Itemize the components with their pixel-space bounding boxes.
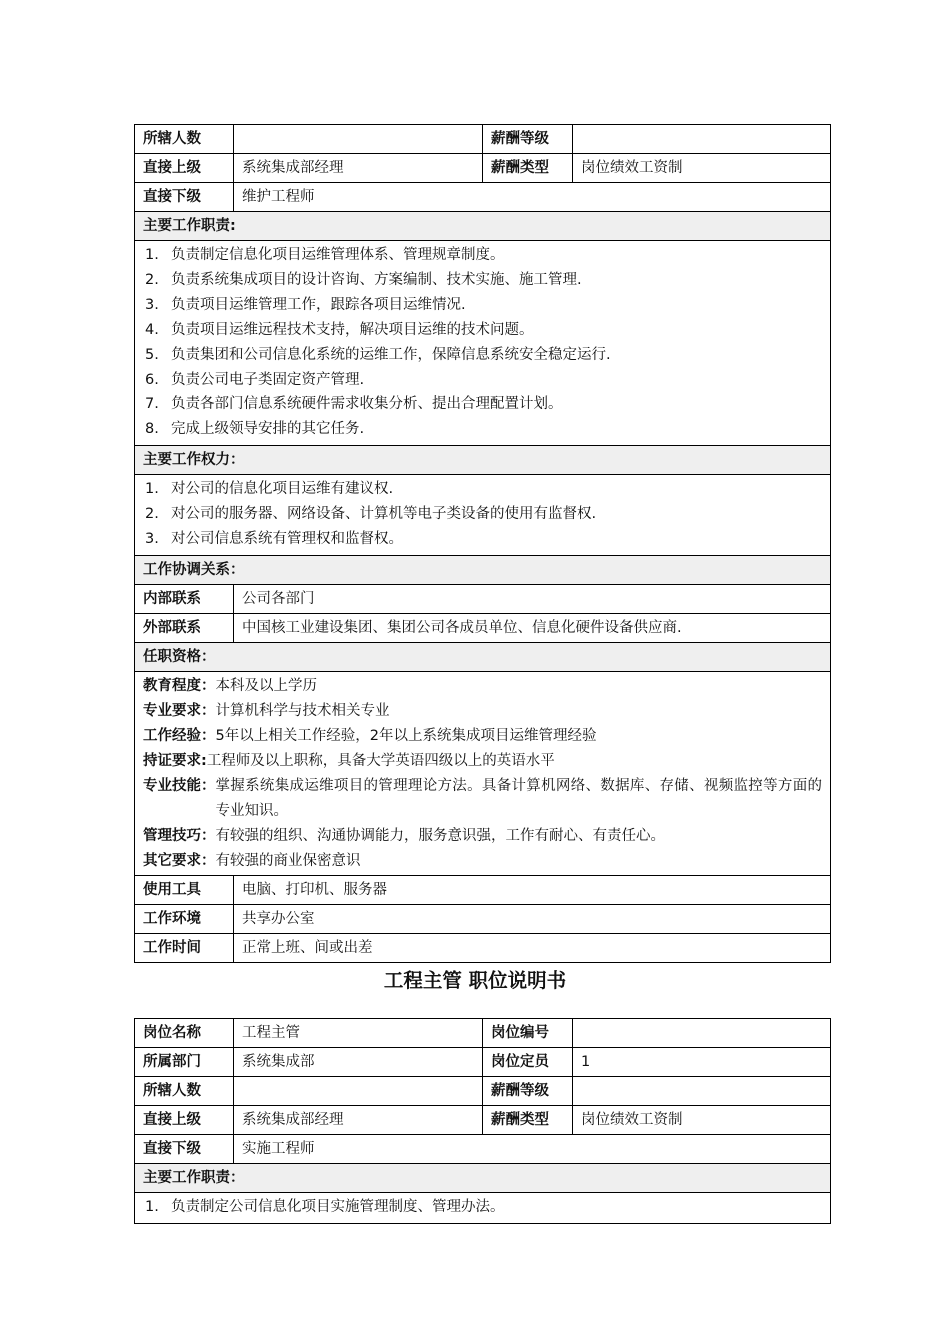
list-item: 1. 负责制定信息化项目运维管理体系、管理规章制度。: [145, 247, 505, 263]
environment-value: 共享办公室: [234, 904, 831, 933]
qualification-item: 其它要求： 有较强的商业保密意识: [143, 852, 361, 869]
list-item: 1. 对公司的信息化项目运维有建议权.: [145, 481, 394, 498]
field-value: 系统集成部经理: [234, 1106, 483, 1135]
qualification-item: 专业技能： 掌握系统集成运维项目的管理理论方法。具备计算机网络、数据库、存储、视频监控等方面的专业知识。: [143, 777, 822, 819]
table-row: [135, 933, 831, 962]
field-label: 薪酬类型: [483, 154, 573, 183]
field-value: 工程主管: [234, 1019, 483, 1048]
list-item: 1. 负责制定公司信息化项目实施管理制度、管理办法。: [145, 1199, 505, 1215]
page-title: 工程主管 职位说明书: [383, 969, 567, 992]
external-contact-label: 外部联系: [135, 613, 234, 642]
list-item: 3. 对公司信息系统有管理权和监督权。: [145, 531, 403, 548]
qualification-item: 持证要求: 工程师及以上职称，具备大学英语四级以上的英语水平: [143, 752, 555, 769]
table-row: [135, 1135, 831, 1164]
table-row: [135, 875, 831, 904]
section-header-row: [135, 212, 831, 241]
field-value: [573, 1077, 831, 1106]
table-row: [135, 904, 831, 933]
duties-row: [135, 241, 831, 446]
powers-heading: 主要工作权力：: [135, 446, 831, 475]
table-row: [135, 125, 831, 154]
field-value: 岗位绩效工资制: [573, 1106, 831, 1135]
list-item: 4. 负责项目运维远程技术支持，解决项目运维的技术问题。: [145, 321, 534, 338]
qualification-item: 专业要求： 计算机科学与技术相关专业: [143, 702, 390, 719]
duties-list: [143, 1193, 822, 1223]
duties-heading: 主要工作职责：: [135, 1164, 831, 1193]
subordinate-value: 维护工程师: [234, 183, 831, 212]
table-row: [135, 1106, 831, 1135]
list-item: 8. 完成上级领导安排的其它任务.: [145, 421, 365, 438]
external-contact-value: 中国核工业建设集团、集团公司各成员单位、信息化硬件设备供应商.: [234, 613, 831, 642]
table-row: [135, 154, 831, 183]
environment-label: 工作环境: [135, 904, 234, 933]
qualification-item: 教育程度： 本科及以上学历: [143, 677, 317, 694]
duties-cell: [135, 1193, 831, 1224]
hours-label: 工作时间: [135, 933, 234, 962]
subordinate-value: 实施工程师: [234, 1135, 831, 1164]
field-label: 岗位定员: [483, 1048, 573, 1077]
hours-value: 正常上班、间或出差: [234, 933, 831, 962]
list-item: 2. 对公司的服务器、网络设备、计算机等电子类设备的使用有监督权.: [145, 506, 597, 523]
powers-row: [135, 475, 831, 556]
subordinate-label: 直接下级: [135, 183, 234, 212]
qualification-item: 工作经验： 5年以上相关工作经验，2年以上系统集成项目运维管理经验: [143, 727, 597, 744]
qualifications-row: [135, 671, 831, 875]
field-value: [573, 125, 831, 154]
list-item: 3. 负责项目运维管理工作，跟踪各项目运维情况.: [145, 296, 466, 313]
qualifications-heading: 任职资格：: [135, 642, 831, 671]
field-value: [234, 1077, 483, 1106]
list-item: 2. 负责系统集成项目的设计咨询、方案编制、技术实施、施工管理.: [145, 271, 582, 288]
field-label: 所辖人数: [135, 1077, 234, 1106]
tools-label: 使用工具: [135, 875, 234, 904]
qualifications-cell: [135, 671, 831, 875]
tools-value: 电脑、打印机、服务器: [234, 875, 831, 904]
powers-list: [143, 475, 822, 555]
field-value: [573, 1019, 831, 1048]
internal-contact-label: 内部联系: [135, 584, 234, 613]
field-value: 1: [573, 1048, 831, 1077]
table-row: [135, 1019, 831, 1048]
job-description-table-engineering: [134, 1018, 831, 1224]
subordinate-label: 直接下级: [135, 1135, 234, 1164]
field-label: 直接上级: [135, 154, 234, 183]
field-value: 系统集成部: [234, 1048, 483, 1077]
field-label: 岗位名称: [135, 1019, 234, 1048]
field-value: 岗位绩效工资制: [573, 154, 831, 183]
table-row: [135, 1077, 831, 1106]
field-label: 薪酬类型: [483, 1106, 573, 1135]
field-label: 岗位编号: [483, 1019, 573, 1048]
list-item: 6. 负责公司电子类固定资产管理.: [145, 371, 365, 388]
list-item: 7. 负责各部门信息系统硬件需求收集分析、提出合理配置计划。: [145, 396, 563, 413]
section-header-row: [135, 1164, 831, 1193]
duties-list: [143, 241, 822, 445]
field-value: 系统集成部经理: [234, 154, 483, 183]
job-description-table-maintenance: [134, 124, 831, 963]
section-header-row: [135, 642, 831, 671]
internal-contact-value: 公司各部门: [234, 584, 831, 613]
field-label: 所辖人数: [135, 125, 234, 154]
duties-heading: 主要工作职责:: [135, 212, 831, 241]
table-row: [135, 613, 831, 642]
field-label: 直接上级: [135, 1106, 234, 1135]
list-item: 5. 负责集团和公司信息化系统的运维工作，保障信息系统安全稳定运行.: [145, 346, 611, 363]
field-value: [234, 125, 483, 154]
field-label: 所属部门: [135, 1048, 234, 1077]
table-row: [135, 183, 831, 212]
field-label: 薪酬等级: [483, 125, 573, 154]
coordination-heading: 工作协调关系：: [135, 555, 831, 584]
section-header-row: [135, 555, 831, 584]
qualification-item: 管理技巧： 有较强的组织、沟通协调能力，服务意识强，工作有耐心、有责任心。: [143, 827, 665, 844]
section-header-row: [135, 446, 831, 475]
duties-row: [135, 1193, 831, 1224]
duties-cell: [135, 241, 831, 446]
table-row: [135, 1048, 831, 1077]
table-row: [135, 584, 831, 613]
field-label: 薪酬等级: [483, 1077, 573, 1106]
powers-cell: [135, 475, 831, 556]
